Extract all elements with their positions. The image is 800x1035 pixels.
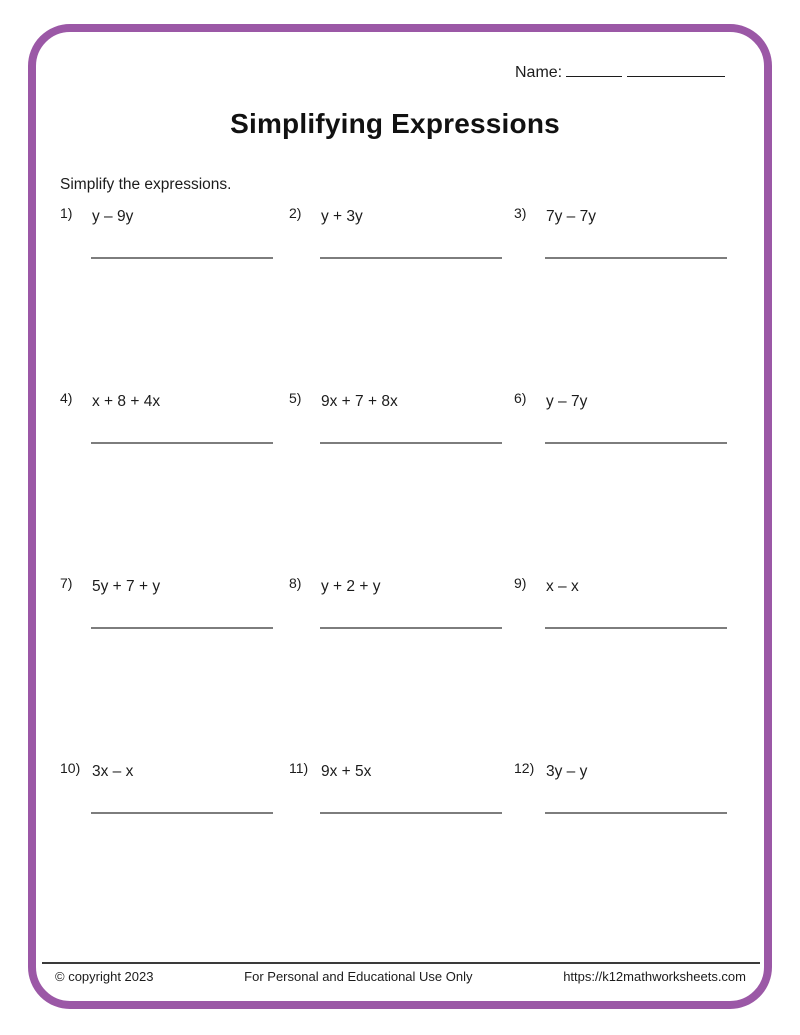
problem-expression: 3y – y [546, 763, 588, 780]
problem-item [514, 205, 740, 390]
problem-expression: y – 9y [92, 208, 134, 225]
problems-row [60, 760, 750, 945]
problem-expression: 7y – 7y [546, 208, 596, 225]
problem-item [60, 205, 289, 390]
problem-expression: 5y + 7 + y [92, 578, 161, 595]
problem-item [289, 390, 514, 575]
problem-number: 3) [514, 205, 527, 221]
problems-grid [60, 205, 750, 945]
answer-line [320, 627, 502, 629]
problems-row [60, 575, 750, 760]
problem-number: 11) [289, 760, 309, 776]
footer-divider [42, 962, 760, 964]
footer-usage-text: For Personal and Educational Use Only [244, 969, 473, 984]
answer-line [545, 442, 727, 444]
problem-expression: y + 2 + y [321, 578, 381, 595]
name-label: Name: [515, 64, 563, 81]
problems-row [60, 390, 750, 575]
footer [42, 969, 760, 984]
answer-line [545, 257, 727, 259]
problem-number: 7) [60, 575, 73, 591]
answer-line [320, 257, 502, 259]
problem-number: 10) [60, 760, 81, 776]
name-blank-line [627, 60, 725, 77]
problem-number: 5) [289, 390, 302, 406]
problems-row [60, 205, 750, 390]
footer-copyright: © copyright 2023 [55, 969, 154, 984]
problem-item [289, 760, 514, 945]
problem-number: 4) [60, 390, 73, 406]
problem-item [60, 390, 289, 575]
problem-expression: y + 3y [321, 208, 363, 225]
answer-line [320, 812, 502, 814]
problem-item [289, 205, 514, 390]
problem-number: 9) [514, 575, 527, 591]
answer-line [545, 627, 727, 629]
page-title: Simplifying Expressions [230, 108, 560, 139]
answer-line [91, 442, 273, 444]
answer-line [91, 257, 273, 259]
problem-expression: x + 8 + 4x [92, 393, 161, 410]
problem-number: 2) [289, 205, 302, 221]
answer-line [91, 812, 273, 814]
problem-item [514, 390, 740, 575]
answer-line [320, 442, 502, 444]
problem-number: 12) [514, 760, 535, 776]
problem-expression: 3x – x [92, 763, 134, 780]
name-blank-line [566, 60, 622, 77]
answer-line [545, 812, 727, 814]
problem-item [514, 760, 740, 945]
problem-expression: y – 7y [546, 393, 588, 410]
problem-item [289, 575, 514, 760]
problem-number: 6) [514, 390, 527, 406]
instruction-text: Simplify the expressions. [60, 176, 232, 193]
footer-url: https://k12mathworksheets.com [563, 969, 746, 984]
problem-item [514, 575, 740, 760]
problem-item [60, 760, 289, 945]
problem-expression: 9x + 5x [321, 763, 372, 780]
problem-expression: x – x [546, 578, 579, 595]
problem-expression: 9x + 7 + 8x [321, 393, 398, 410]
problem-number: 8) [289, 575, 302, 591]
name-row [515, 60, 725, 82]
problem-number: 1) [60, 205, 73, 221]
answer-line [91, 627, 273, 629]
problem-item [60, 575, 289, 760]
